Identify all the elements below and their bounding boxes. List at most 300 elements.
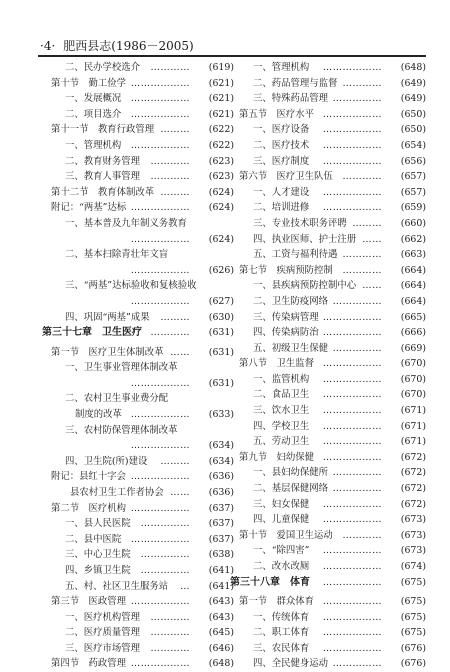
toc-entry-title: 三、传染病管理: [253, 311, 319, 323]
toc-entry-title: 二、教育财务管理: [65, 155, 141, 167]
toc-entry-title: 二、民办学校选介: [65, 62, 141, 73]
dot-leader: ……………: [332, 467, 382, 479]
toc-entry-title: 第十节 勤工俭学: [51, 77, 127, 89]
toc-entry-page: (634): [208, 455, 234, 467]
toc-entry-title: 一、传统体育: [253, 611, 310, 623]
dot-leader: ………………: [130, 295, 190, 307]
toc-entry: [42, 641, 234, 657]
toc-entry-page: (637): [208, 502, 234, 514]
dot-leader: ……: [362, 233, 382, 245]
toc-entry: [230, 60, 426, 76]
toc-entry: [230, 356, 426, 372]
toc-entry-page: (624): [208, 233, 234, 245]
toc-entry-title: 第十二节 教育体制改革: [51, 186, 155, 198]
toc-entry: [42, 407, 234, 423]
toc-entry-title: 一、医疗机构管理: [65, 611, 141, 623]
dot-leader: ……: [170, 486, 190, 498]
toc-entry: [42, 169, 234, 185]
toc-entry-page: (673): [400, 514, 426, 526]
dot-leader: ……………: [332, 658, 382, 670]
toc-entry: [42, 185, 234, 201]
dot-leader: ………: [160, 311, 190, 323]
toc-entry: [230, 625, 426, 641]
toc-entry-page: (649): [400, 77, 426, 89]
dot-leader: …: [180, 580, 190, 592]
toc-entry-page: (633): [208, 408, 234, 420]
toc-entry: [230, 465, 426, 481]
dot-leader: ………: [160, 455, 190, 467]
toc-entry: [230, 419, 426, 435]
dot-leader: ……………: [332, 342, 382, 354]
toc-entry: [230, 559, 426, 575]
toc-entry-title: 三、医疗市场管理: [65, 642, 141, 654]
toc-entry: [230, 185, 426, 201]
toc-entry-title: 一、卫生事业管理体制改革: [65, 362, 178, 374]
dot-leader: ………………: [322, 576, 382, 588]
dot-leader: …………: [342, 529, 382, 541]
toc-entry-page: (634): [208, 440, 234, 452]
dot-leader: ………………: [130, 264, 190, 276]
toc-entry-title: 四、全民健身运动: [253, 658, 329, 670]
toc-entry: [42, 345, 234, 361]
toc-entry-title: 三、中心卫生院: [65, 549, 131, 561]
toc-entry-title: 第七节 疾病预防控制: [239, 264, 333, 276]
toc-entry-page: (622): [208, 124, 234, 136]
dot-leader: ……………: [140, 518, 190, 530]
dot-leader: ………………: [322, 62, 382, 73]
dot-leader: ………………: [322, 642, 382, 654]
toc-entry: [230, 278, 426, 294]
dot-leader: ………………: [322, 627, 382, 639]
toc-entry: [230, 154, 426, 170]
toc-entry-title: 一、监管机构: [253, 373, 310, 385]
dot-leader: ………………: [322, 311, 382, 323]
dot-leader: ……………: [332, 483, 382, 495]
dot-leader: ……………: [140, 564, 190, 576]
toc-entry-title: 三、专业技术职务评聘: [253, 217, 347, 229]
toc-entry-title: 第三十七章 卫生医疗: [42, 327, 142, 339]
toc-entry-page: (638): [208, 549, 234, 561]
toc-entry-title: 二、食品卫生: [253, 389, 310, 401]
toc-entry-title: 二、基本扫除青壮年文盲: [65, 249, 169, 261]
toc-entry-title: 二、农村卫生事业费分配: [65, 393, 169, 405]
toc-entry: [230, 122, 426, 138]
toc-entry-page: (675): [400, 611, 426, 623]
toc-entry-title: 四、乡镇卫生院: [65, 564, 131, 576]
dot-leader: ………………: [322, 611, 382, 623]
dot-leader: ………………: [130, 502, 190, 514]
toc-entry-title: 二、药品管理与监督: [253, 77, 338, 89]
dot-leader: …………: [342, 77, 382, 89]
toc-entry: [230, 575, 426, 595]
toc-entry: [230, 138, 426, 154]
toc-entry: [42, 625, 234, 641]
toc-entry-title: 第五节 医疗水平: [239, 108, 315, 120]
toc-entry-page: (670): [400, 358, 426, 370]
toc-entry-page: (643): [208, 611, 234, 623]
toc-entry-title: 二、县中医院: [65, 533, 122, 545]
toc-entry: [230, 528, 426, 544]
toc-entry-page: (649): [400, 93, 426, 105]
toc-left-column: [42, 60, 234, 672]
dot-leader: ………………: [322, 155, 382, 167]
toc-entry-page: (619): [208, 62, 234, 73]
dot-leader: ………………: [322, 561, 382, 572]
dot-leader: ………………: [322, 514, 382, 526]
toc-entry-page: (631): [208, 327, 234, 339]
toc-entry-title: 一、基本普及九年制义务教育: [65, 217, 187, 229]
toc-entry-page: (675): [400, 596, 426, 608]
toc-entry-page: (670): [400, 389, 426, 401]
toc-entry: [230, 247, 426, 263]
dot-leader: ………………: [322, 451, 382, 463]
toc-entry-page: (646): [208, 642, 234, 654]
toc-entry-title: 五、劳动卫生: [253, 436, 310, 448]
toc-entry-title: 第六节 医疗卫生队伍: [239, 171, 333, 183]
toc-entry-page: (622): [208, 139, 234, 151]
toc-entry: [230, 91, 426, 107]
dot-leader: ………: [160, 186, 190, 198]
toc-entry: [230, 434, 426, 450]
toc-entry: [230, 656, 426, 672]
toc-entry-page: (669): [400, 342, 426, 354]
toc-entry: [42, 438, 234, 454]
dot-leader: ………………: [130, 233, 190, 245]
toc-entry-page: (664): [400, 280, 426, 292]
toc-entry: [230, 263, 426, 279]
toc-entry-title: 三、医疗制度: [253, 155, 310, 167]
toc-entry-title: 附记：县红十字会: [51, 471, 127, 483]
toc-entry-page: (662): [400, 233, 426, 245]
toc-entry: [42, 469, 234, 485]
toc-entry-page: (621): [208, 108, 234, 120]
toc-entry-page: (674): [400, 561, 426, 572]
toc-entry: [42, 247, 234, 263]
toc-entry: [42, 310, 234, 326]
toc-entry-title: 三、饮水卫生: [253, 405, 310, 417]
toc-entry-page: (675): [400, 627, 426, 639]
dot-leader: …………: [342, 249, 382, 261]
toc-entry-title: 一、医疗设备: [253, 124, 310, 136]
dot-leader: ………………: [130, 77, 190, 89]
toc-entry-page: (664): [400, 264, 426, 276]
dot-leader: ………………: [130, 108, 190, 120]
toc-entry-page: (657): [400, 171, 426, 183]
toc-entry: [42, 454, 234, 470]
toc-entry-page: (631): [208, 346, 234, 358]
page-number: ·4·: [40, 39, 56, 53]
toc-entry-title: 二、改水改厕: [253, 561, 310, 572]
toc-entry: [42, 232, 234, 248]
toc-entry-title: 第一节 医疗卫生体制改革: [51, 346, 164, 358]
toc-entry-page: (660): [400, 217, 426, 229]
toc-entry-title: 第二节 医疗机构: [51, 502, 127, 514]
toc-entry-page: (623): [208, 171, 234, 183]
toc-entry: [42, 485, 234, 501]
dot-leader: ………………: [322, 202, 382, 214]
toc-entry-title: 四、卫生院(所)建设: [65, 455, 148, 467]
toc-entry: [230, 481, 426, 497]
toc-entry-page: (671): [400, 405, 426, 417]
toc-entry-title: 三、农民体育: [253, 642, 310, 654]
toc-entry-title: 四、巩固“两基”成果: [65, 311, 150, 323]
toc-entry: [42, 423, 234, 439]
dot-leader: …………: [342, 264, 382, 276]
dot-leader: ………………: [130, 471, 190, 483]
toc-entry: [230, 594, 426, 610]
dot-leader: ………………: [322, 420, 382, 432]
toc-entry-title: 四、传染病防治: [253, 327, 319, 339]
toc-entry-page: (671): [400, 436, 426, 448]
toc-entry-page: (645): [208, 627, 234, 639]
toc-entry-title: 三、教育人事管理: [65, 171, 141, 183]
toc-entry-page: (626): [208, 264, 234, 276]
toc-entry-title: 第三十八章 体育: [230, 576, 310, 588]
dot-leader: ………………: [322, 373, 382, 385]
dot-leader: ……………: [332, 93, 382, 105]
dot-leader: ………………: [130, 658, 190, 670]
toc-entry-page: (672): [400, 451, 426, 463]
toc-entry-page: (636): [208, 486, 234, 498]
dot-leader: ………: [160, 124, 190, 136]
toc-entry-title: 三、“两基”达标验收和复核验收: [65, 280, 197, 292]
toc-entry-title: 二、项目选介: [65, 108, 122, 120]
toc-entry-title: 四、学校卫生: [253, 420, 310, 432]
toc-entry: [42, 76, 234, 92]
toc-entry-page: (672): [400, 483, 426, 495]
toc-entry: [42, 376, 234, 392]
dot-leader: ……: [362, 280, 382, 292]
toc-entry: [42, 91, 234, 107]
toc-entry-page: (624): [208, 202, 234, 214]
dot-leader: ………: [352, 217, 382, 229]
toc-entry-title: 第八节 卫生监督: [239, 358, 315, 370]
toc-entry-page: (621): [208, 77, 234, 89]
toc-entry-title: 附记：“两基”达标: [51, 202, 127, 214]
dot-leader: ………………: [322, 436, 382, 448]
toc-entry: [230, 387, 426, 403]
toc-entry-page: (673): [400, 529, 426, 541]
toc-entry-page: (676): [400, 642, 426, 654]
toc-entry-title: 三、妇女保健: [253, 498, 310, 510]
toc-entry-title: 第十一节 教育行政管理: [51, 124, 155, 136]
toc-entry-page: (672): [400, 467, 426, 479]
dot-leader: ………………: [130, 202, 190, 214]
toc-entry-page: (637): [208, 518, 234, 530]
toc-entry-title: 一、人才建设: [253, 186, 310, 198]
toc-entry-page: (631): [208, 377, 234, 389]
toc-entry-title: 二、医疗质量管理: [65, 627, 141, 639]
toc-entry: [42, 294, 234, 310]
toc-entry-page: (627): [208, 295, 234, 307]
toc-entry-page: (650): [400, 108, 426, 120]
toc-entry-title: 二、基层保健网络: [253, 483, 329, 495]
toc-entry-title: 制度的改革: [75, 408, 122, 420]
toc-entry: [42, 547, 234, 563]
toc-entry: [230, 107, 426, 123]
toc-entry-page: (659): [400, 202, 426, 214]
toc-entry-title: 一、管理机构: [65, 139, 122, 151]
dot-leader: …………: [150, 327, 190, 339]
toc-entry-page: (670): [400, 373, 426, 385]
page-header: [40, 37, 194, 54]
toc-entry-title: 五、工资与福利待遇: [253, 249, 338, 261]
toc-entry-title: 一、县人民医院: [65, 518, 131, 530]
toc-entry-title: 二、卫生防疫网络: [253, 295, 329, 307]
dot-leader: …………: [150, 611, 190, 623]
toc-entry-title: 一、发展概况: [65, 93, 122, 105]
toc-entry: [42, 360, 234, 376]
toc-entry-title: 三、农村防保管理体制改革: [65, 424, 178, 436]
toc-entry-page: (671): [400, 420, 426, 432]
dot-leader: ………………: [322, 124, 382, 136]
toc-entry: [230, 372, 426, 388]
toc-entry-page: (643): [208, 596, 234, 608]
toc-entry-title: 五、初级卫生保健: [253, 342, 329, 354]
dot-leader: ………………: [322, 405, 382, 417]
dot-leader: ………………: [130, 440, 190, 452]
book-title: 肥西县志(1986－2005): [63, 39, 194, 53]
toc-entry-page: (665): [400, 311, 426, 323]
toc-entry-page: (624): [208, 186, 234, 198]
toc-right-column: [230, 60, 426, 672]
toc-entry: [42, 278, 234, 294]
toc-entry: [42, 563, 234, 579]
toc-entry-page: (673): [400, 545, 426, 557]
toc-entry-page: (676): [400, 658, 426, 670]
toc-entry-title: 三、特殊药品管理: [253, 93, 329, 105]
dot-leader: ……………: [332, 295, 382, 307]
toc-entry: [42, 107, 234, 123]
dot-leader: …………: [150, 642, 190, 654]
toc-entry-page: (623): [208, 155, 234, 167]
toc-entry: [42, 60, 234, 76]
toc-entry-page: (672): [400, 498, 426, 510]
toc-entry-page: (641): [208, 580, 234, 592]
toc-entry: [42, 579, 234, 595]
toc-entry: [230, 200, 426, 216]
dot-leader: ………………: [322, 498, 382, 510]
toc-entry: [42, 594, 234, 610]
toc-entry: [42, 325, 234, 345]
toc-entry-page: (630): [208, 311, 234, 323]
toc-entry-title: 第三节 医政管理: [51, 596, 127, 608]
toc-entry-page: (648): [400, 62, 426, 73]
toc-entry: [230, 512, 426, 528]
toc-entry-page: (637): [208, 533, 234, 545]
toc-entry: [230, 610, 426, 626]
toc-entry-page: (666): [400, 327, 426, 339]
toc-entry-page: (641): [208, 564, 234, 576]
toc-entry: [230, 294, 426, 310]
dot-leader: …………: [342, 171, 382, 183]
toc-entry: [230, 325, 426, 341]
dot-leader: ……: [170, 346, 190, 358]
toc-entry-page: (657): [400, 186, 426, 198]
toc-entry-title: 五、村、社区卫生服务站: [65, 580, 169, 592]
toc-entry: [42, 216, 234, 232]
toc-entry-title: 一、“除四害”: [253, 545, 310, 557]
dot-leader: ……………: [140, 549, 190, 561]
toc-entry: [42, 138, 234, 154]
toc-entry: [42, 501, 234, 517]
toc-entry: [230, 232, 426, 248]
dot-leader: ………………: [322, 108, 382, 120]
toc-entry-title: 一、管理机构: [253, 62, 310, 73]
dot-leader: ………………: [322, 358, 382, 370]
toc-entry: [230, 76, 426, 92]
toc-entry-page: (664): [400, 295, 426, 307]
toc-entry: [42, 154, 234, 170]
toc-entry: [230, 497, 426, 513]
toc-entry: [42, 516, 234, 532]
dot-leader: ………………: [322, 545, 382, 557]
dot-leader: ………………: [322, 596, 382, 608]
toc-entry: [230, 641, 426, 657]
toc-entry-title: 第九节 妇幼保健: [239, 451, 315, 463]
toc-entry-title: 四、执业医师、护士注册: [253, 233, 357, 245]
dot-leader: ………………: [130, 93, 190, 105]
toc-entry: [230, 216, 426, 232]
toc-entry-title: 一、县妇幼保健所: [253, 467, 329, 479]
toc-entry: [230, 543, 426, 559]
toc-entry: [42, 263, 234, 279]
toc-entry: [230, 341, 426, 357]
toc-entry: [42, 532, 234, 548]
toc-entry-title: 二、医疗技术: [253, 139, 310, 151]
toc-entry: [42, 656, 234, 672]
toc-entry-title: 县农村卫生工作者协会: [70, 486, 164, 498]
toc-entry: [42, 122, 234, 138]
dot-leader: ………………: [130, 377, 190, 389]
toc-entry-title: 四、儿童保健: [253, 514, 310, 526]
header-rule: [38, 55, 426, 57]
dot-leader: ………………: [322, 139, 382, 151]
dot-leader: ………………: [322, 327, 382, 339]
toc-entry: [42, 610, 234, 626]
toc-entry: [230, 403, 426, 419]
toc-entry-page: (636): [208, 471, 234, 483]
dot-leader: …………: [150, 155, 190, 167]
dot-leader: ………………: [322, 186, 382, 198]
toc-entry-title: 第四节 药政管理: [51, 658, 127, 670]
dot-leader: …………: [150, 627, 190, 639]
toc-entry-title: 第一节 群众体育: [239, 596, 315, 608]
dot-leader: ………………: [130, 408, 190, 420]
toc-entry: [42, 391, 234, 407]
toc-entry: [42, 200, 234, 216]
toc-entry-page: (663): [400, 249, 426, 261]
dot-leader: ………………: [130, 533, 190, 545]
toc-entry: [230, 169, 426, 185]
toc-entry-title: 一、县疾病预防控制中心: [253, 280, 357, 292]
toc-entry-page: (654): [400, 139, 426, 151]
toc-entry-page: (648): [208, 658, 234, 670]
dot-leader: …………: [150, 62, 190, 73]
toc-entry: [230, 310, 426, 326]
toc-entry-title: 二、职工体育: [253, 627, 310, 639]
dot-leader: ………………: [322, 389, 382, 401]
dot-leader: …………: [150, 171, 190, 183]
toc-entry-page: (656): [400, 155, 426, 167]
dot-leader: ………………: [130, 139, 190, 151]
toc-entry-page: (650): [400, 124, 426, 136]
toc-entry-title: 第十节 爱国卫生运动: [239, 529, 333, 541]
toc-entry-page: (675): [400, 576, 426, 588]
dot-leader: ………………: [130, 596, 190, 608]
toc-entry-title: 二、培训进修: [253, 202, 310, 214]
toc-entry-page: (621): [208, 93, 234, 105]
